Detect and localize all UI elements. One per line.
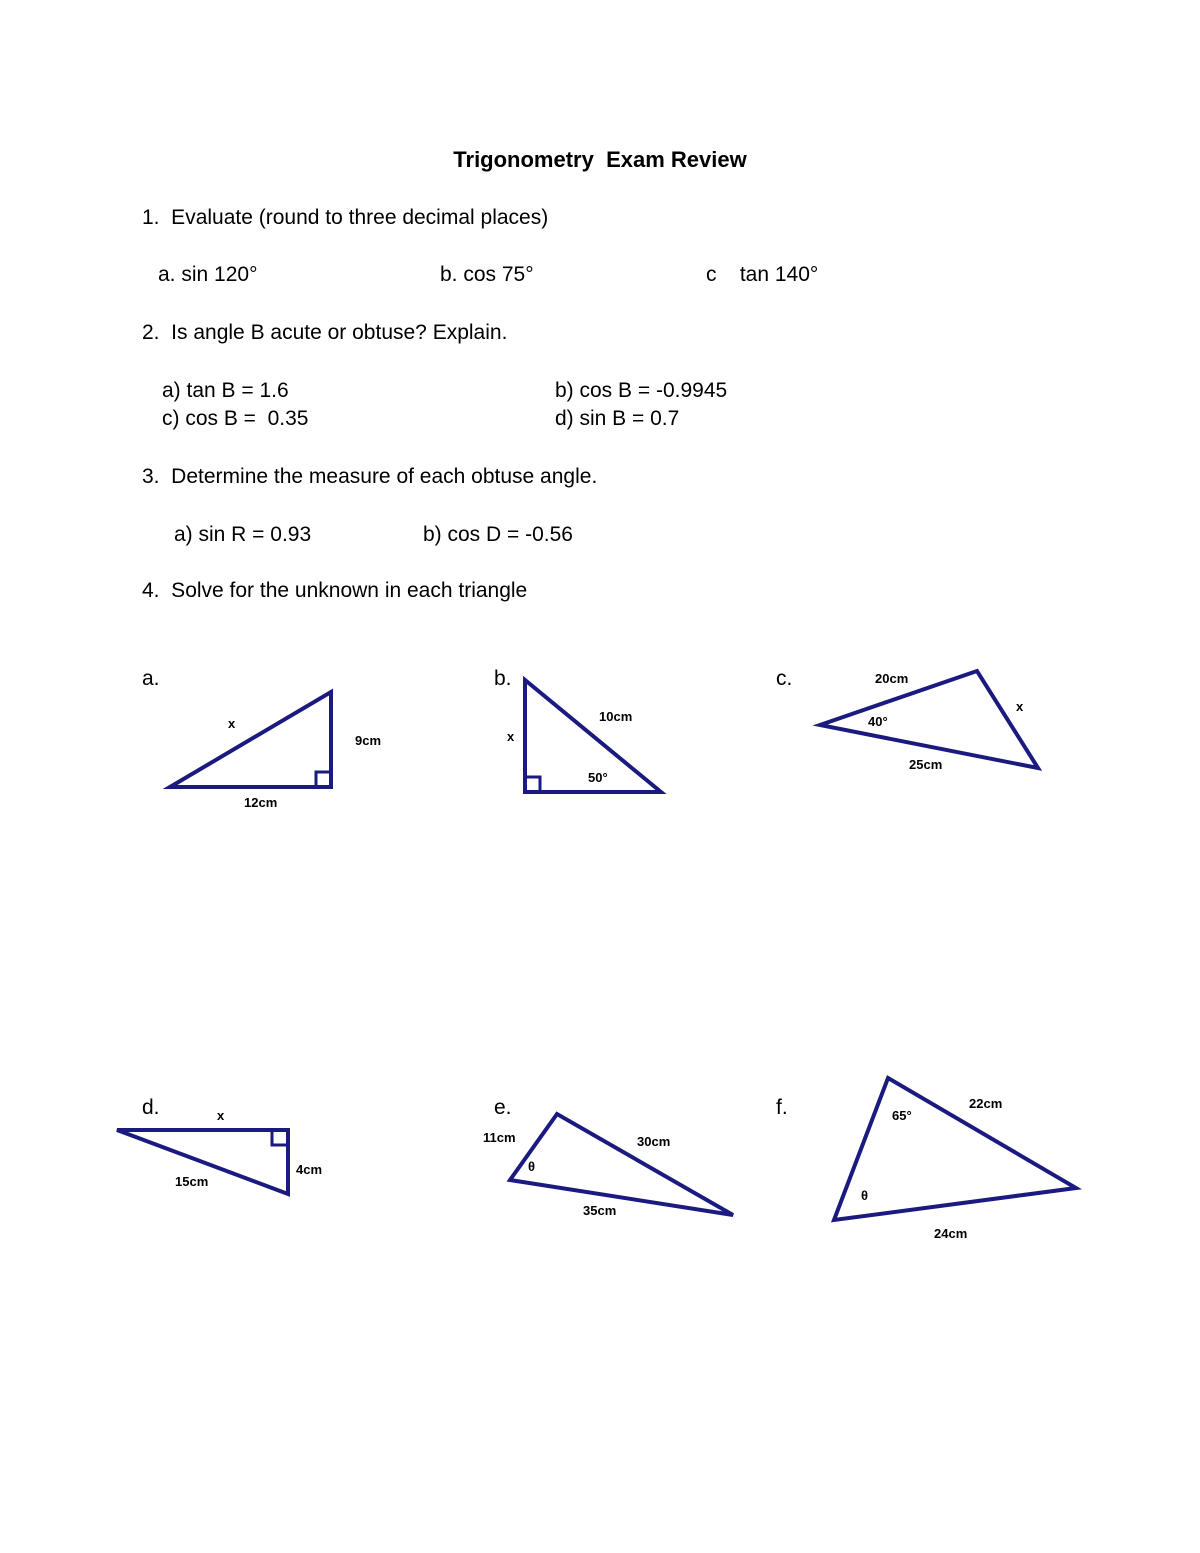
triangle-c-side-20cm: 20cm — [875, 671, 909, 686]
question-1b: b. cos 75° — [440, 263, 534, 286]
triangle-e-side-11cm: 11cm — [483, 1130, 516, 1145]
question-2b: b) cos B = -0.9945 — [555, 379, 728, 402]
question-2d: d) sin B = 0.7 — [555, 407, 680, 430]
triangle-c-angle-40: 40° — [868, 714, 888, 729]
question-3-prompt: 3. Determine the measure of each obtuse angle. — [142, 465, 598, 488]
question-3b: b) cos D = -0.56 — [423, 523, 573, 546]
triangle-e-label: e. — [494, 1096, 512, 1119]
triangle-d-side-4cm: 4cm — [296, 1162, 323, 1177]
triangle-b-side-10cm: 10cm — [599, 709, 633, 724]
triangle-b-label: b. — [494, 667, 512, 690]
triangle-a-label: a. — [142, 667, 160, 690]
triangle-b-right-angle-mark — [525, 777, 540, 792]
triangle-f-angle-theta: θ — [861, 1188, 869, 1203]
triangle-f-angle-65: 65° — [892, 1108, 912, 1123]
question-2c: c) cos B = 0.35 — [162, 407, 309, 430]
triangle-f — [834, 1078, 1076, 1220]
triangle-a-side-9cm: 9cm — [355, 733, 382, 748]
triangle-c-side-25cm: 25cm — [909, 757, 943, 772]
triangle-b-angle-50: 50° — [588, 770, 608, 785]
triangle-f-label: f. — [776, 1096, 788, 1119]
triangle-c-x: x — [1016, 699, 1024, 714]
question-4-prompt: 4. Solve for the unknown in each triangle — [142, 579, 528, 602]
page-title: Trigonometry Exam Review — [453, 147, 747, 172]
triangle-b-x: x — [507, 729, 515, 744]
triangle-f-side-24cm: 24cm — [934, 1226, 968, 1241]
question-2a: a) tan B = 1.6 — [162, 379, 289, 402]
triangle-d-x: x — [217, 1108, 225, 1123]
triangle-e-side-35cm: 35cm — [583, 1203, 617, 1218]
triangle-a-x: x — [228, 716, 236, 731]
question-2-prompt: 2. Is angle B acute or obtuse? Explain. — [142, 321, 508, 344]
question-1a: a. sin 120° — [158, 263, 258, 286]
triangle-a — [170, 692, 331, 787]
question-1-prompt: 1. Evaluate (round to three decimal places) — [142, 206, 549, 229]
triangle-d-side-15cm: 15cm — [175, 1174, 209, 1189]
triangle-d-right-angle-mark — [272, 1130, 288, 1145]
triangle-a-right-angle-mark — [316, 772, 331, 787]
question-3a: a) sin R = 0.93 — [174, 523, 312, 546]
triangle-e-side-30cm: 30cm — [637, 1134, 671, 1149]
triangle-f-side-22cm: 22cm — [969, 1096, 1003, 1111]
triangle-c-label: c. — [776, 667, 793, 690]
triangle-d-label: d. — [142, 1096, 160, 1119]
triangle-e — [510, 1114, 733, 1215]
question-1c: c tan 140° — [706, 263, 819, 286]
triangle-a-side-12cm: 12cm — [244, 795, 278, 810]
triangle-c — [820, 671, 1038, 768]
triangle-e-angle-theta: θ — [528, 1159, 536, 1174]
